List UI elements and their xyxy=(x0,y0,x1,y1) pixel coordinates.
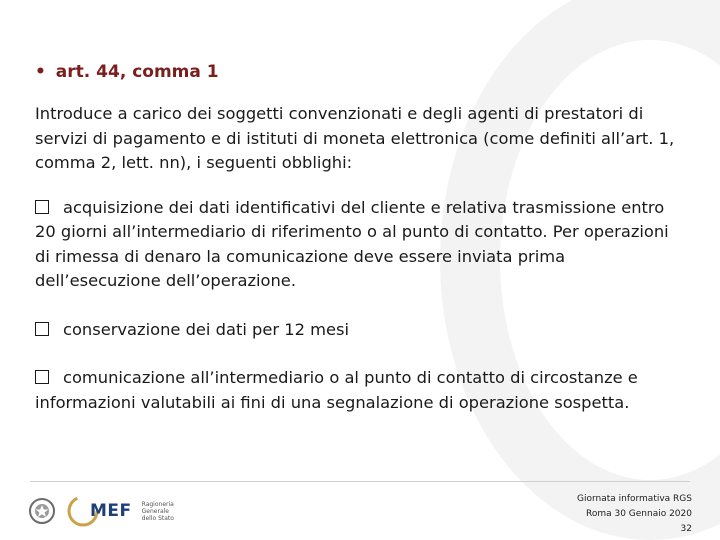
mef-sub-line: Generale xyxy=(141,507,169,515)
event-name: Giornata informativa RGS xyxy=(576,494,692,504)
heading-bullet: • xyxy=(35,62,46,82)
checkbox-icon xyxy=(35,322,49,336)
list-item xyxy=(35,366,685,415)
slide-heading xyxy=(35,62,685,82)
mef-logo-subtitle xyxy=(142,501,174,522)
item-text: comunicazione all’intermediario o al punto di contatto di circostanze e informazioni valutabili ai fini di una segnalazione di operazione sospetta. xyxy=(35,368,638,412)
list-item xyxy=(35,318,685,343)
mef-sub-line: Ragioneria xyxy=(141,500,174,508)
footer-divider xyxy=(30,481,690,482)
item-text: conservazione dei dati per 12 mesi xyxy=(63,319,350,339)
mef-logo xyxy=(66,494,174,528)
heading-text: art. 44, comma 1 xyxy=(55,62,219,82)
list-item xyxy=(35,196,685,294)
mef-logo-text: MEF xyxy=(90,501,132,521)
mef-sub-line: dello Stato xyxy=(141,514,174,522)
footer-info xyxy=(577,492,692,537)
slide-content xyxy=(35,62,685,439)
checkbox-icon xyxy=(35,370,49,384)
event-date: Roma 30 Gennaio 2020 xyxy=(585,509,692,519)
item-text: acquisizione dei dati identificativi del cliente e relativa trasmissione entro 20 giorni all’intermediario di riferimento o al punto di contatto. Per operazioni di rimessa di denaro la comunicazione deve essere inviata prima dell’esecuzione dell’operazione. xyxy=(35,197,669,290)
page-number: 32 xyxy=(680,524,692,534)
intro-paragraph: Introduce a carico dei soggetti convenzionati e degli agenti di prestatori di servizi di pagamento e di istituti di moneta elettronica (come definiti all’art. 1, comma 2, lett. nn), i seguenti obblighi: xyxy=(35,104,675,172)
footer-logos xyxy=(28,493,174,529)
checkbox-icon xyxy=(35,200,49,214)
italian-emblem-icon xyxy=(28,495,56,527)
